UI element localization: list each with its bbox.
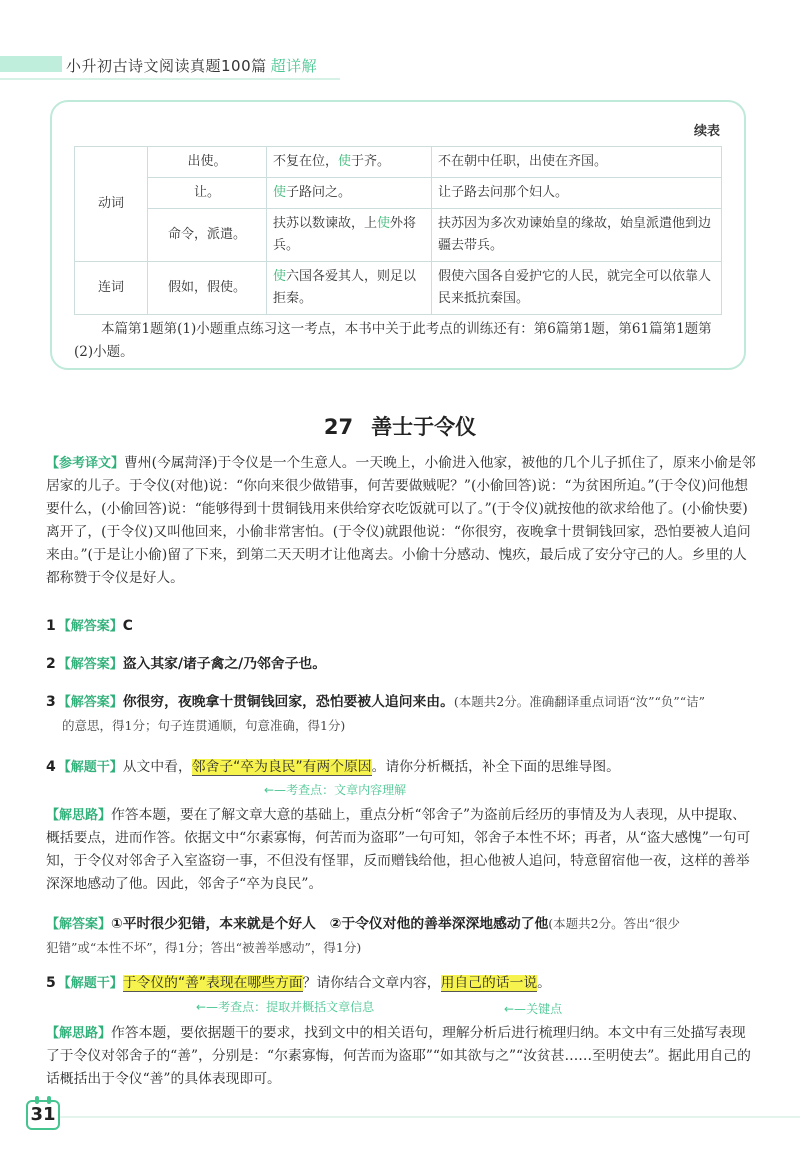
kaodian-note: ←—考查点：文章内容理解 (264, 783, 407, 797)
question-5-thinking (46, 1022, 758, 1091)
example-cell: 扶苏以数谏故，上使外将兵。 (267, 209, 432, 262)
example-cell: 使子路问之。 (267, 178, 432, 209)
practice-note: 本篇第1题第(1)小题重点练习这一考点，本书中关于此考点的训练还有：第6篇第1题，第61篇第1题第(2)小题。 (74, 321, 712, 360)
question-number: 1 (46, 618, 56, 634)
reference-translation (46, 452, 758, 590)
question-4-thinking (46, 804, 758, 896)
answer-text: 盗入其家/诸子禽之/乃邻舍子也。 (122, 656, 326, 672)
highlight-char: 使 (273, 185, 287, 200)
continued-label: 续表 (693, 124, 720, 139)
translation-text: 曹州(今属菏泽)于令仪是一个生意人。一天晚上，小偷进入他家，被他的几个儿子抓住了，原来小偷是邻居家的儿子。于令仪(对他)说：“你向来很少做错事，何苦要做贼呢？”(小偷回答)说：“为贫困所迫。”(于令仪)问他想要什么，(小偷回答)说：“能够得到十贯铜钱用来供给穿衣吃饭就可以了。”(于令仪)就按他的欲求给他了。(小偷快要)离开了，(于令仪)又叫他回来，小偷非常害怕。(于令仪)就跟他说：“你很穷，夜晚拿十贯铜钱回家，恐怕要被人追问来由。”(于是让小偷)留了下来，到第二天天明才让他离去。小偷十分感动、愧疚，最后成了安分守己的人。乡里的人都称赞于令仪是好人。 (46, 455, 756, 586)
meaning-cell: 假如，假使。 (148, 262, 267, 315)
answer-text: C (122, 618, 133, 634)
thinking-text: 作答本题，要在了解文章大意的基础上，重点分析“邻舍子”为盗前后经历的事情及为人表现，从中提取、概括要点，进而作答。依据文中“尔素寡悔，何苦而为盗耶”一句可知，邻舍子本性不坏；再者，从“盗大感愧”一句可知，于令仪对邻舍子入室盗窃一事，不但没有怪罪，反而赠钱给他，担心他被人追问，特意留宿他一夜，这样的善举深深地感动了他。因此，邻舍子“卒为良民”。 (46, 807, 751, 892)
article-title (0, 411, 800, 441)
scoring-note: (本题共2分。答出“很少 (548, 916, 681, 931)
stem-text: ？请你结合文章内容， (302, 975, 441, 991)
thinking-tag: 【解思路】 (46, 808, 112, 823)
thinking-text: 作答本题，要依据题干的要求，找到文中的相关语句，理解分析后进行梳理归纳。本文中有三处描写表现了于令仪对邻舍子的“善”，分别是：“尔素寡悔，何苦而为盗耶”“如其欲与之”“汝贫甚……至明使去”。据此用自己的话概括出于令仪“善”的具体表现即可。 (46, 1025, 751, 1087)
keyword-text: 关键点 (526, 1002, 563, 1016)
scoring-note-cont: 犯错”或“本性不坏”，得1分；答出“被善举感动”，得1分) (46, 940, 362, 955)
pos-cell: 动词 (75, 147, 148, 262)
stem-text-end: 。 (537, 975, 551, 991)
stem-text: 从文中看， (122, 759, 192, 775)
translation-cell: 让子路去问那个妇人。 (432, 178, 722, 209)
meaning-cell: 命令，派遣。 (148, 209, 267, 262)
question-1 (46, 615, 758, 638)
scoring-note: (本题共2分。准确翻译重点词语“汝”“负”“诘” (453, 694, 706, 709)
table-row (75, 147, 722, 178)
page-number (26, 1100, 60, 1130)
stem-highlight: 邻舍子“卒为良民”有两个原因 (191, 759, 372, 775)
book-subtitle: 超详解 (270, 57, 318, 75)
highlight-char: 使 (338, 154, 352, 169)
kaodian-note: ←—考查点：提取并概括文章信息 (196, 1000, 375, 1014)
footer-line (60, 1116, 800, 1118)
meaning-cell: 出使。 (148, 147, 267, 178)
translation-tag: 【参考译文】 (46, 456, 125, 471)
question-number: 2 (46, 656, 56, 672)
translation-cell: 不在朝中任职，出使在齐国。 (432, 147, 722, 178)
stem-highlight: 于令仪的“善”表现在哪些方面 (122, 975, 303, 991)
answer-tag: 【解答案】 (46, 917, 112, 932)
answer-tag: 【解答案】 (57, 695, 123, 710)
translation-cell: 假使六国各自爱护它的人民，就完全可以依靠人民来抵抗秦国。 (432, 262, 722, 315)
kaodian-text: 考查点：提取并概括文章信息 (218, 1000, 375, 1014)
question-4-answer (46, 912, 758, 960)
keyword-note: ←—关键点 (504, 1002, 563, 1016)
stem-text-end: 。请你分析概括，补全下面的思维导图。 (371, 759, 620, 775)
example-cell: 使六国各爱其人，则足以拒秦。 (267, 262, 432, 315)
example-cell: 不复在位，使于齐。 (267, 147, 432, 178)
article-number: 27 (323, 415, 354, 439)
thinking-tag: 【解思路】 (46, 1026, 112, 1041)
question-number: 5 (46, 975, 56, 991)
table-row (75, 209, 722, 262)
highlight-char: 使 (377, 216, 391, 231)
answer-text: 你很穷，夜晚拿十贯铜钱回家，恐怕要被人追问来由。 (122, 694, 454, 710)
running-header (66, 55, 317, 76)
usage-table (74, 146, 722, 315)
book-title: 小升初古诗文阅读真题100篇 (66, 57, 267, 75)
answer-tag: 【解答案】 (57, 657, 123, 672)
answer-tag: 【解答案】 (57, 619, 123, 634)
kaodian-text: 考查点：文章内容理解 (286, 783, 407, 797)
continued-table-box (50, 100, 746, 370)
meaning-cell: 让。 (148, 178, 267, 209)
header-accent-band (0, 56, 62, 72)
article-title-text: 善士于令仪 (371, 415, 477, 439)
page-number-text: 31 (30, 1104, 56, 1125)
question-2 (46, 653, 758, 676)
scoring-note-cont: 的意思，得1分；句子连贯通顺，句意准确，得1分) (62, 718, 346, 733)
pos-cell: 连词 (75, 262, 148, 315)
stem-tag: 【解题干】 (57, 976, 123, 991)
question-3 (46, 690, 758, 738)
highlight-char: 使 (273, 269, 287, 284)
answer-text: ①平时很少犯错，本来就是个好人 ②于令仪对他的善举深深地感动了他 (111, 916, 549, 932)
question-5-stem (46, 972, 758, 995)
stem-highlight: 用自己的话一说 (440, 975, 538, 991)
translation-cell: 扶苏因为多次劝谏始皇的缘故，始皇派遣他到边疆去带兵。 (432, 209, 722, 262)
table-row (75, 262, 722, 315)
question-number: 3 (46, 694, 56, 710)
question-4-stem (46, 756, 758, 779)
question-number: 4 (46, 759, 56, 775)
table-row (75, 178, 722, 209)
stem-tag: 【解题干】 (57, 760, 123, 775)
header-underline (0, 78, 340, 80)
